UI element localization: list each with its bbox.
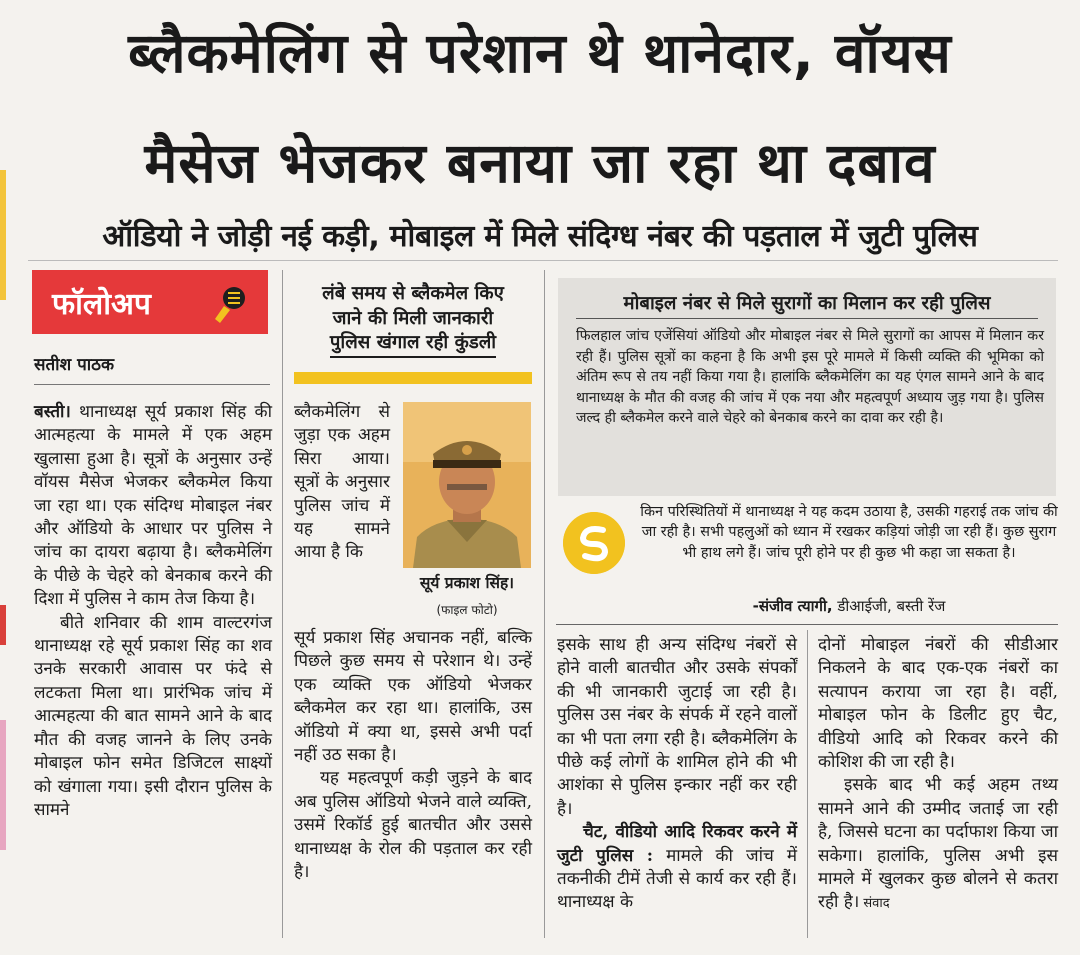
col3-paragraph-2: चैट, वीडियो आदि रिकवर करने में जुटी पुलिस : मामले की जांच में तकनीकी टीमें तेजी से कार्य कर रही हैं। थानाध्यक्ष के (557, 822, 797, 913)
edge-strip-red (0, 605, 6, 645)
highlight-box-title: मोबाइल नंबर से मिले सुरागों का मिलान कर रही पुलिस (623, 293, 991, 314)
official-quote: किन परिस्थितियों में थानाध्यक्ष ने यह कदम उठाया है, उसकी गहराई तक जांच की जा रही है। सभी पहलुओं को ध्यान में रखकर कड़ियां जोड़ी जा रही हैं। कुछ सुराग भी हाथ लगे हैं। जांच पूरी होने पर ही कुछ भी कहा जा सकता है। (640, 504, 1058, 561)
col2-paragraph-1: सूर्य प्रकाश सिंह अचानक नहीं, बल्कि पिछले कुछ समय से परेशान थे। उन्हें एक व्यक्ति एक ऑडियो भेजकर ब्लैकमेल कर रहा था। हालांकि, उस ऑडियो में क्या था, इससे अभी पर्दा नहीं उठ सका है। (294, 628, 532, 766)
col1-paragraph-2: बीते शनिवार की शाम वाल्टरगंज थानाध्यक्ष रहे सूर्य प्रकाश सिंह का शव उनके सरकारी आवास पर फंदे से लटकता मिला था। प्रारंभिक जांच में आत्महत्या की बात सामने आने के बाद मौत की वजह जानने के लिए उनके मोबाइल फोन समेत डिजिटल साक्ष्यों को खंगाला गया। इसी दौरान पुलिस के सामने (34, 612, 272, 820)
main-headline-line-1: ब्लैकमेलिंग से परेशान थे थानेदार, वॉयस (128, 21, 952, 85)
photo-caption: सूर्य प्रकाश सिंह। (419, 574, 515, 592)
photo-credit: (फाइल फोटो) (436, 603, 498, 617)
highlight-box-body: फिलहाल जांच एजेंसियां ऑडियो और मोबाइल नंबर से मिले सुरागों का आपस में मिलान कर रही हैं। पुलिस सूत्रों का कहना है कि अभी इस पूरे मामले में किसी व्यक्ति की भूमिका को अंतिम रूप से तय नहीं किया गया है। हालांकि ब्लैकमेलिंग का यह एंगल सामने आने के बाद थानाध्यक्ष के मौत की वजह की जांच में एक नया और महत्वपूर्ण अध्याय जुड़ गया है। पुलिस जल्द ही ब्लैकमेल करने वाले चेहरे को बेनकाब करने का दावा कर रही है। (576, 328, 1044, 427)
microphone-icon (214, 284, 250, 324)
col3-subhead: चैट, वीडियो आदि रिकवर करने में जुटी पुलिस : (557, 822, 797, 866)
column-rule-3 (807, 630, 808, 938)
col2-paragraph-2: यह महत्वपूर्ण कड़ी जुड़ने के बाद अब पुलिस ऑडियो भेजने वाले व्यक्ति, उसमें रिकॉर्ड हुई बातचीत और उससे थानाध्यक्ष के रोल की पड़ताल कर रही है। (294, 768, 532, 883)
col1-paragraph-1: बस्ती। थानाध्यक्ष सूर्य प्रकाश सिंह की आत्महत्या के मामले में एक अहम खुलासा हुआ है। सूत्रों के अनुसार उन्हें वॉयस मैसेज भेजकर ब्लैकमेल किया जा रहा था। एक संदिग्ध मोबाइल नंबर और ऑडियो के आधार पर पुलिस ने जांच का दायरा बढ़ाया है। ब्लैकमेलिंग के पीछे के चेहरे को बेनकाब करने की दिशा में पुलिस ने काम तेज किया है। (34, 402, 272, 610)
dateline: बस्ती। (34, 402, 71, 422)
col3-paragraph-1: इसके साथ ही अन्य संदिग्ध नंबरों से होने वाली बातचीत और उसके संपर्कों की भी जानकारी जुटाई जा रही है। पुलिस उस नंबर के संपर्क में रहने वालों का भी पता लगा रही है। ब्लैकमेलिंग के पीछे कई लोगों के शामिल होने की भी आशंका से पुलिस इन्कार नहीं कर रही है। (557, 635, 797, 819)
followup-label: फॉलोअप (52, 287, 151, 322)
column-2-beside-photo: ब्लैकमेलिंग से जुड़ा एक अहम सिरा आया। सूत्रों के अनुसार पुलिस जांच में यह सामने आया है कि (294, 402, 390, 563)
quote-divider (556, 624, 1058, 625)
officer-portrait-illustration (403, 402, 531, 568)
officer-photo (403, 402, 531, 568)
sub-headline: ऑडियो ने जोड़ी नई कड़ी, मोबाइल में मिले संदिग्ध नंबर की पड़ताल में जुटी पुलिस (102, 219, 978, 254)
byline-divider (34, 384, 270, 385)
article-column-2 (294, 627, 532, 884)
edge-strip-pink (0, 720, 6, 850)
highlight-box (558, 278, 1056, 496)
main-headline-line-2: मैसेज भेजकर बनाया जा रहा था दबाव (144, 131, 936, 195)
subheadline-rule (28, 260, 1058, 261)
quote-attribution: -संजीव त्यागी, डीआईजी, बस्ती रेंज (752, 597, 946, 615)
col4-paragraph-2: इसके बाद भी कई अहम तथ्य सामने आने की उम्मीद जताई जा रही है, जिससे घटना का पर्दाफाश किया जा सकेगा। हालांकि, पुलिस अभी इस मामले में खुलकर कुछ बोलने से कतरा रही है। संवाद (818, 775, 1058, 913)
col4-paragraph-1: दोनों मोबाइल नंबरों की सीडीआर निकलने के बाद एक-एक नंबरों का सत्यापन कराया जा रहा है। वहीं, मोबाइल फोन के डिलीट हुए चैट, वीडियो आदि को रिकवर करने की कोशिश की जा रही है। (818, 635, 1058, 773)
article-column-3 (557, 634, 797, 915)
column-rule-1 (282, 270, 283, 938)
column-rule-2 (544, 270, 545, 938)
heading-accent-bar (294, 372, 532, 384)
article-column-4 (818, 634, 1058, 916)
followup-badge (32, 270, 268, 334)
article-column-1 (34, 401, 272, 822)
newspaper-logo-icon (563, 512, 625, 574)
agency-tag: संवाद (859, 896, 890, 912)
byline-author: सतीश पाठक (34, 355, 115, 375)
column-2-heading: लंबे समय से ब्लैकमेल किए जाने की मिली जानकारी पुलिस खंगाल रही कुंडली (294, 282, 532, 358)
highlight-box-title-rule (576, 318, 1038, 319)
